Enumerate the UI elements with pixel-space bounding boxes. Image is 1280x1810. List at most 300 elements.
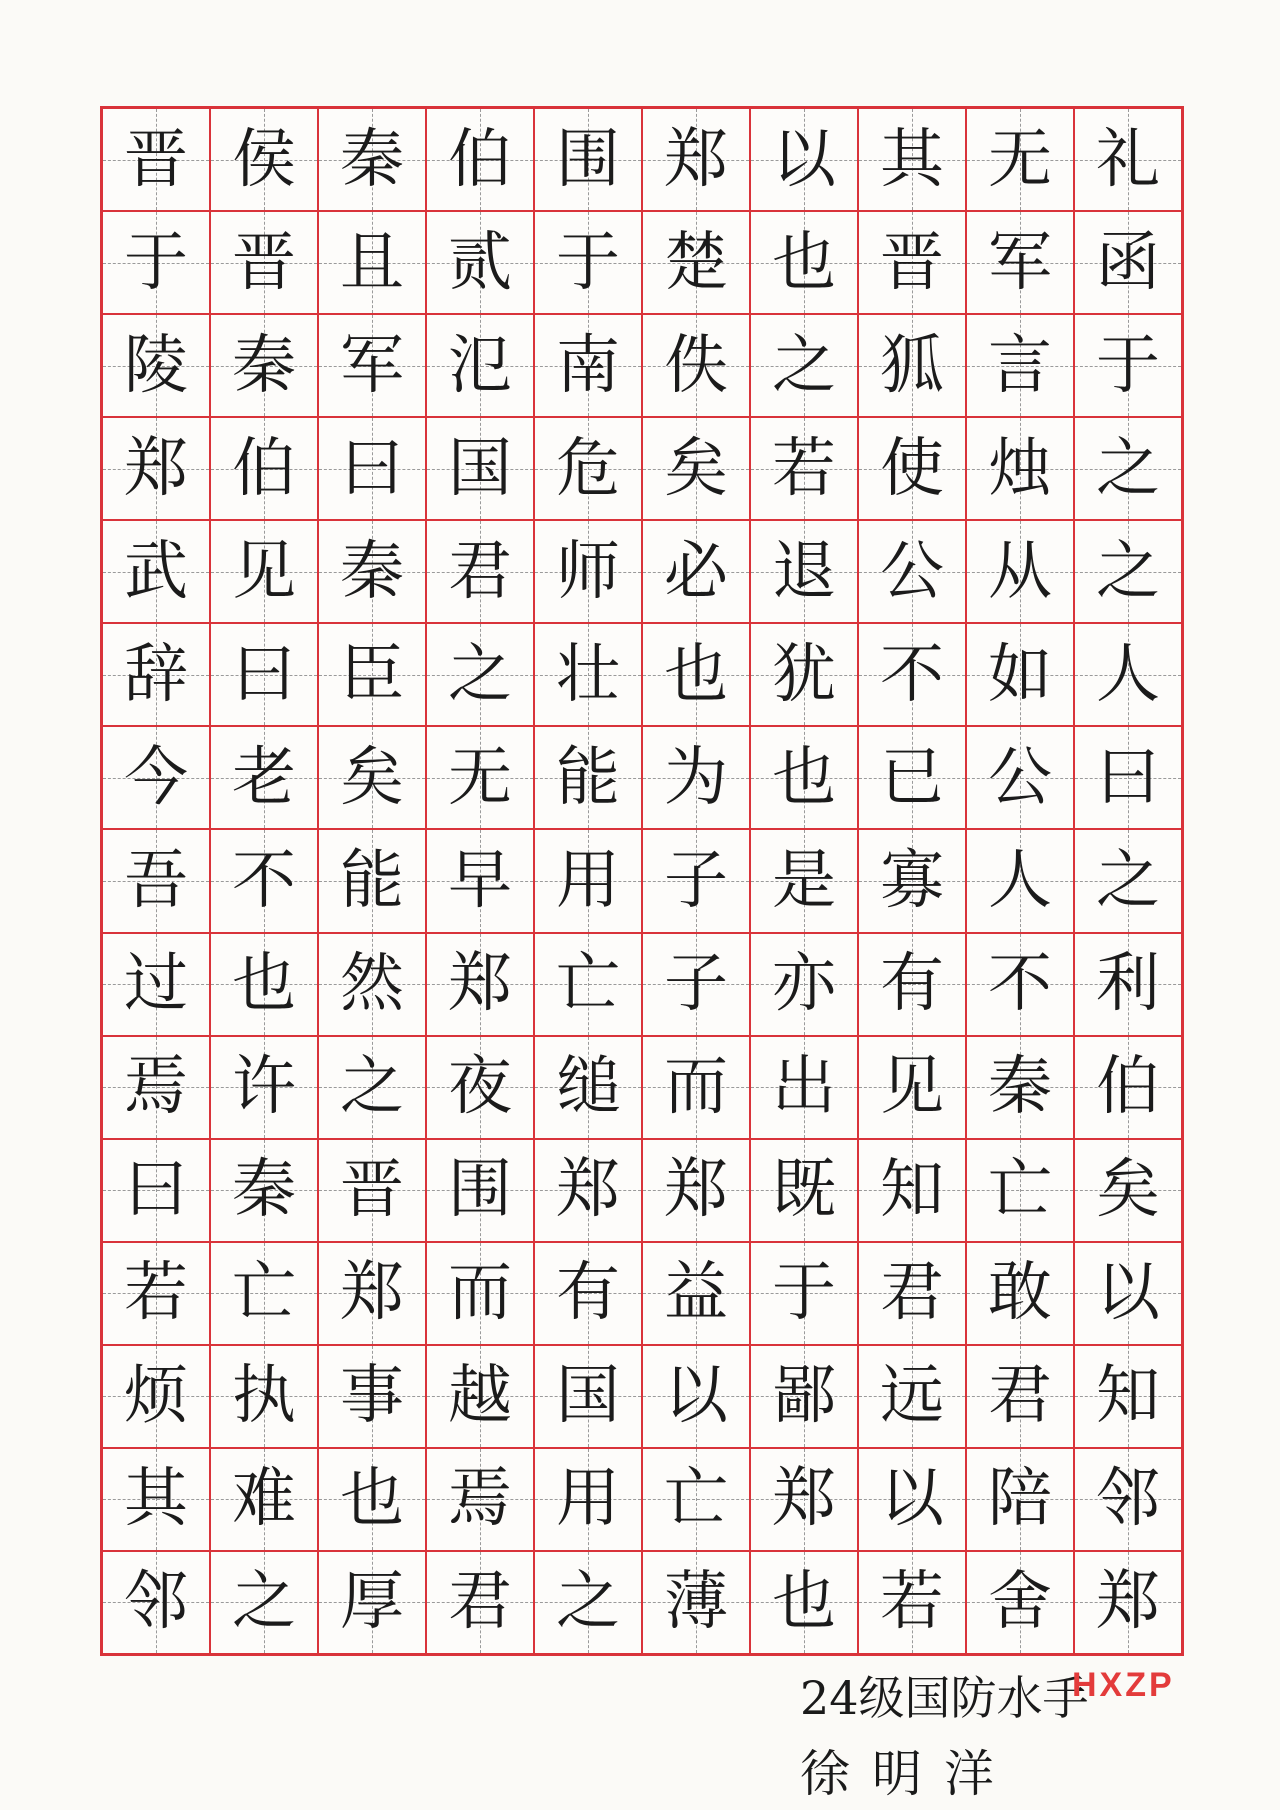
handwritten-character: 亡	[556, 947, 620, 1022]
grid-cell	[319, 932, 425, 1035]
grid-cell	[967, 725, 1073, 828]
handwritten-character: 南	[556, 328, 620, 403]
grid-cell	[751, 622, 857, 725]
handwritten-character: 曰	[124, 1153, 188, 1228]
grid-cell	[319, 1447, 425, 1550]
handwritten-character: 围	[448, 1153, 512, 1228]
grid-cell	[643, 828, 749, 931]
handwritten-character: 晋	[124, 122, 188, 197]
grid-cell	[103, 519, 209, 622]
handwritten-character: 氾	[448, 328, 512, 403]
handwritten-character: 郑	[448, 947, 512, 1022]
handwritten-character: 利	[1096, 947, 1160, 1022]
handwritten-character: 公	[988, 740, 1052, 815]
handwritten-character: 已	[880, 740, 944, 815]
grid-cell	[211, 1550, 317, 1653]
grid-cell	[751, 210, 857, 313]
grid-column	[317, 109, 425, 1653]
handwritten-character: 君	[448, 534, 512, 609]
grid-cell	[643, 313, 749, 416]
grid-cell	[427, 1138, 533, 1241]
handwritten-character: 秦	[232, 1153, 296, 1228]
handwritten-character: 亦	[772, 947, 836, 1022]
handwritten-character: 用	[556, 1462, 620, 1537]
handwritten-character: 函	[1096, 225, 1160, 300]
grid-cell	[643, 1344, 749, 1447]
handwritten-character: 人	[1096, 637, 1160, 712]
grid-cell	[319, 1550, 425, 1653]
handwritten-character: 侯	[232, 122, 296, 197]
handwritten-character: 武	[124, 534, 188, 609]
handwritten-character: 于	[556, 225, 620, 300]
grid-cell	[751, 1550, 857, 1653]
handwritten-character: 吾	[124, 843, 188, 918]
handwritten-character: 之	[1096, 534, 1160, 609]
handwritten-character: 于	[124, 225, 188, 300]
handwritten-character: 不	[988, 947, 1052, 1022]
handwritten-character: 其	[880, 122, 944, 197]
grid-cell	[211, 1138, 317, 1241]
grid-column	[965, 109, 1073, 1653]
grid-cell	[319, 622, 425, 725]
grid-cell	[1075, 313, 1181, 416]
grid-cell	[751, 519, 857, 622]
grid-cell	[643, 1138, 749, 1241]
handwritten-character: 围	[556, 122, 620, 197]
grid-cell	[211, 828, 317, 931]
handwritten-character: 郑	[1096, 1565, 1160, 1640]
handwritten-character: 君	[880, 1256, 944, 1331]
grid-cell	[643, 416, 749, 519]
grid-cell	[859, 1344, 965, 1447]
handwritten-character: 邻	[124, 1565, 188, 1640]
grid-cell	[1075, 725, 1181, 828]
grid-cell	[211, 416, 317, 519]
grid-cell	[103, 725, 209, 828]
grid-cell	[859, 313, 965, 416]
grid-cell	[751, 1447, 857, 1550]
handwritten-character: 其	[124, 1462, 188, 1537]
grid-cell	[319, 210, 425, 313]
grid-cell	[859, 519, 965, 622]
handwritten-character: 退	[772, 534, 836, 609]
handwritten-character: 事	[340, 1359, 404, 1434]
handwritten-character: 贰	[448, 225, 512, 300]
handwritten-character: 以	[1096, 1256, 1160, 1331]
grid-cell	[859, 1241, 965, 1344]
grid-cell	[211, 210, 317, 313]
handwritten-character: 郑	[340, 1256, 404, 1331]
handwritten-character: 亡	[664, 1462, 728, 1537]
grid-cell	[103, 828, 209, 931]
calligraphy-grid-sheet	[100, 106, 1184, 1656]
handwritten-character: 不	[880, 637, 944, 712]
grid-cell	[967, 109, 1073, 210]
grid-cell	[427, 725, 533, 828]
handwritten-character: 郑	[772, 1462, 836, 1537]
grid-cell	[643, 622, 749, 725]
handwritten-character: 秦	[340, 534, 404, 609]
grid-cell	[427, 828, 533, 931]
grid-cell	[427, 109, 533, 210]
handwritten-character: 也	[772, 740, 836, 815]
grid-cell	[643, 210, 749, 313]
grid-column	[857, 109, 965, 1653]
handwritten-character: 狐	[880, 328, 944, 403]
grid-cell	[751, 828, 857, 931]
grid-cell	[319, 109, 425, 210]
handwritten-character: 执	[232, 1359, 296, 1434]
handwritten-character: 见	[880, 1050, 944, 1125]
class-label: 24级国防水手	[800, 1671, 1089, 1725]
grid-cell	[211, 519, 317, 622]
handwritten-character: 越	[448, 1359, 512, 1434]
grid-cell	[103, 109, 209, 210]
grid-column	[641, 109, 749, 1653]
handwritten-character: 之	[448, 637, 512, 712]
handwritten-character: 辞	[124, 637, 188, 712]
author-name: 徐明洋	[800, 1745, 1016, 1803]
grid-cell	[103, 1035, 209, 1138]
grid-column	[425, 109, 533, 1653]
grid-cell	[967, 416, 1073, 519]
handwritten-character: 以	[664, 1359, 728, 1434]
grid-cell	[211, 725, 317, 828]
handwritten-character: 军	[988, 225, 1052, 300]
grid-cell	[1075, 1138, 1181, 1241]
grid-cell	[103, 1344, 209, 1447]
handwritten-character: 公	[880, 534, 944, 609]
grid-cell	[751, 1035, 857, 1138]
grid-cell	[643, 1241, 749, 1344]
handwritten-character: 过	[124, 947, 188, 1022]
grid-cell	[427, 210, 533, 313]
grid-cell	[535, 416, 641, 519]
handwritten-character: 而	[664, 1050, 728, 1125]
grid-cell	[859, 932, 965, 1035]
grid-cell	[103, 416, 209, 519]
grid-cell	[1075, 1344, 1181, 1447]
grid-cell	[751, 1241, 857, 1344]
handwritten-character: 能	[556, 740, 620, 815]
grid-cell	[643, 1447, 749, 1550]
handwritten-character: 国	[556, 1359, 620, 1434]
handwritten-character: 之	[1096, 431, 1160, 506]
handwritten-character: 伯	[232, 431, 296, 506]
grid-cell	[103, 1447, 209, 1550]
handwritten-character: 今	[124, 740, 188, 815]
grid-cell	[643, 725, 749, 828]
grid-column	[1073, 109, 1181, 1653]
grid-cell	[1075, 1550, 1181, 1653]
grid-cell	[103, 1550, 209, 1653]
handwritten-character: 子	[664, 947, 728, 1022]
handwritten-character: 郑	[556, 1153, 620, 1228]
handwritten-character: 矣	[664, 431, 728, 506]
handwritten-character: 晋	[880, 225, 944, 300]
handwritten-character: 君	[988, 1359, 1052, 1434]
grid-cell	[535, 828, 641, 931]
grid-cell	[535, 109, 641, 210]
grid-cell	[859, 1138, 965, 1241]
handwritten-character: 伯	[448, 122, 512, 197]
grid-cell	[103, 622, 209, 725]
grid-cell	[103, 313, 209, 416]
handwritten-character: 危	[556, 431, 620, 506]
grid-cell	[535, 1344, 641, 1447]
grid-cell	[967, 1550, 1073, 1653]
grid-cell	[427, 1035, 533, 1138]
handwritten-character: 不	[232, 843, 296, 918]
handwritten-character: 且	[340, 225, 404, 300]
grid-cell	[967, 1035, 1073, 1138]
grid-cell	[967, 622, 1073, 725]
handwritten-character: 矣	[340, 740, 404, 815]
handwritten-character: 之	[232, 1565, 296, 1640]
handwritten-character: 郑	[664, 1153, 728, 1228]
grid-cell	[535, 313, 641, 416]
grid-cell	[319, 519, 425, 622]
handwritten-character: 寡	[880, 843, 944, 918]
handwritten-character: 也	[232, 947, 296, 1022]
handwritten-character: 焉	[124, 1050, 188, 1125]
grid-cell	[319, 313, 425, 416]
grid-cell	[1075, 519, 1181, 622]
grid-cell	[967, 1344, 1073, 1447]
grid-cell	[211, 622, 317, 725]
handwritten-character: 缒	[556, 1050, 620, 1125]
handwritten-character: 有	[556, 1256, 620, 1331]
handwritten-character: 也	[772, 225, 836, 300]
handwritten-character: 军	[340, 328, 404, 403]
grid-cell	[859, 1035, 965, 1138]
handwritten-character: 以	[880, 1462, 944, 1537]
handwritten-character: 远	[880, 1359, 944, 1434]
grid-column	[749, 109, 857, 1653]
grid-cell	[103, 1241, 209, 1344]
handwritten-character: 既	[772, 1153, 836, 1228]
grid-cell	[535, 1138, 641, 1241]
grid-cell	[967, 828, 1073, 931]
grid-column	[209, 109, 317, 1653]
handwritten-character: 鄙	[772, 1359, 836, 1434]
handwritten-character: 薄	[664, 1565, 728, 1640]
grid-cell	[643, 932, 749, 1035]
handwritten-character: 也	[664, 637, 728, 712]
grid-cell	[1075, 1035, 1181, 1138]
handwritten-character: 邻	[1096, 1462, 1160, 1537]
handwritten-character: 用	[556, 843, 620, 918]
grid-cell	[319, 1241, 425, 1344]
handwritten-character: 秦	[232, 328, 296, 403]
handwritten-character: 夜	[448, 1050, 512, 1125]
grid-cell	[319, 828, 425, 931]
grid-cell	[751, 416, 857, 519]
handwritten-character: 之	[772, 328, 836, 403]
grid-cell	[211, 1035, 317, 1138]
grid-cell	[427, 1447, 533, 1550]
grid-cell	[1075, 1241, 1181, 1344]
handwritten-character: 若	[880, 1565, 944, 1640]
handwritten-character: 师	[556, 534, 620, 609]
grid-cell	[967, 1138, 1073, 1241]
grid-cell	[859, 1447, 965, 1550]
handwritten-character: 也	[772, 1565, 836, 1640]
handwritten-character: 无	[448, 740, 512, 815]
grid-cell	[211, 932, 317, 1035]
handwritten-character: 秦	[988, 1050, 1052, 1125]
grid-cell	[967, 313, 1073, 416]
grid-cell	[1075, 932, 1181, 1035]
handwritten-character: 厚	[340, 1565, 404, 1640]
grid-cell	[751, 109, 857, 210]
grid-cell	[751, 1344, 857, 1447]
grid-cell	[211, 1447, 317, 1550]
grid-cell	[643, 519, 749, 622]
handwritten-character: 知	[1096, 1359, 1160, 1434]
handwritten-character: 若	[772, 431, 836, 506]
handwritten-character: 然	[340, 947, 404, 1022]
grid-cell	[427, 416, 533, 519]
handwritten-character: 从	[988, 534, 1052, 609]
handwritten-character: 之	[1096, 843, 1160, 918]
handwritten-character: 也	[340, 1462, 404, 1537]
handwritten-character: 是	[772, 843, 836, 918]
grid-cell	[535, 1035, 641, 1138]
grid-cell	[967, 932, 1073, 1035]
handwritten-character: 烦	[124, 1359, 188, 1434]
grid-cell	[643, 1035, 749, 1138]
grid-cell	[967, 1241, 1073, 1344]
grid-cell	[319, 416, 425, 519]
grid-cell	[859, 725, 965, 828]
grid-cell	[859, 210, 965, 313]
handwritten-character: 早	[448, 843, 512, 918]
handwritten-character: 亡	[988, 1153, 1052, 1228]
handwritten-character: 必	[664, 534, 728, 609]
grid-cell	[535, 1241, 641, 1344]
handwritten-character: 于	[1096, 328, 1160, 403]
grid-cell	[859, 622, 965, 725]
handwritten-character: 有	[880, 947, 944, 1022]
handwritten-character: 臣	[340, 637, 404, 712]
handwritten-character: 难	[232, 1462, 296, 1537]
grid-cell	[859, 1550, 965, 1653]
handwritten-character: 晋	[232, 225, 296, 300]
handwritten-character: 烛	[988, 431, 1052, 506]
handwritten-character: 曰	[232, 637, 296, 712]
grid-cell	[103, 1138, 209, 1241]
grid-cell	[1075, 828, 1181, 931]
grid-cell	[751, 932, 857, 1035]
handwritten-character: 人	[988, 843, 1052, 918]
handwritten-character: 犹	[772, 637, 836, 712]
grid-cell	[535, 1447, 641, 1550]
grid-cell	[427, 313, 533, 416]
grid-cell	[1075, 622, 1181, 725]
handwritten-character: 焉	[448, 1462, 512, 1537]
grid-cell	[643, 1550, 749, 1653]
handwritten-character: 郑	[664, 122, 728, 197]
grid-cell	[211, 1241, 317, 1344]
grid-cell	[103, 210, 209, 313]
handwritten-character: 若	[124, 1256, 188, 1331]
grid-cell	[643, 109, 749, 210]
grid-cell	[859, 828, 965, 931]
handwritten-character: 亡	[232, 1256, 296, 1331]
handwritten-character: 曰	[1096, 740, 1160, 815]
grid-cell	[1075, 109, 1181, 210]
grid-cell	[967, 1447, 1073, 1550]
handwritten-character: 晋	[340, 1153, 404, 1228]
grid-cell	[211, 1344, 317, 1447]
grid-cell	[967, 210, 1073, 313]
handwritten-character: 为	[664, 740, 728, 815]
grid-cell	[427, 1344, 533, 1447]
grid-column	[103, 109, 209, 1653]
grid-cell	[859, 109, 965, 210]
handwritten-character: 佚	[664, 328, 728, 403]
handwritten-character: 之	[556, 1565, 620, 1640]
grid-cell	[103, 932, 209, 1035]
grid-cell	[319, 725, 425, 828]
grid-cell	[319, 1344, 425, 1447]
handwritten-character: 矣	[1096, 1153, 1160, 1228]
grid-cell	[967, 519, 1073, 622]
grid-cell	[1075, 1447, 1181, 1550]
grid-cell	[859, 416, 965, 519]
handwritten-character: 老	[232, 740, 296, 815]
handwritten-character: 陪	[988, 1462, 1052, 1537]
grid-cell	[319, 1138, 425, 1241]
handwritten-character: 楚	[664, 225, 728, 300]
handwritten-character: 以	[772, 122, 836, 197]
handwritten-character: 舍	[988, 1565, 1052, 1640]
handwritten-character: 益	[664, 1256, 728, 1331]
grid-column	[533, 109, 641, 1653]
handwritten-character: 许	[232, 1050, 296, 1125]
grid-cell	[427, 622, 533, 725]
grid-cell	[535, 1550, 641, 1653]
handwritten-character: 能	[340, 843, 404, 918]
handwritten-character: 壮	[556, 637, 620, 712]
handwritten-character: 如	[988, 637, 1052, 712]
grid-cell	[427, 519, 533, 622]
handwritten-character: 无	[988, 122, 1052, 197]
handwritten-character: 而	[448, 1256, 512, 1331]
handwritten-character: 于	[772, 1256, 836, 1331]
handwritten-character: 礼	[1096, 122, 1160, 197]
grid-cell	[535, 622, 641, 725]
grid-cell	[427, 932, 533, 1035]
grid-cell	[535, 519, 641, 622]
handwritten-character: 出	[772, 1050, 836, 1125]
handwritten-character: 敢	[988, 1256, 1052, 1331]
handwritten-character: 君	[448, 1565, 512, 1640]
grid-cell	[319, 1035, 425, 1138]
grid-cell	[535, 725, 641, 828]
grid-cell	[751, 1138, 857, 1241]
grid-cell	[1075, 210, 1181, 313]
handwritten-character: 之	[340, 1050, 404, 1125]
grid-cell	[211, 313, 317, 416]
handwritten-character: 秦	[340, 122, 404, 197]
handwritten-character: 子	[664, 843, 728, 918]
grid-columns	[103, 109, 1181, 1653]
handwritten-character: 知	[880, 1153, 944, 1228]
handwritten-character: 伯	[1096, 1050, 1160, 1125]
grid-cell	[1075, 416, 1181, 519]
